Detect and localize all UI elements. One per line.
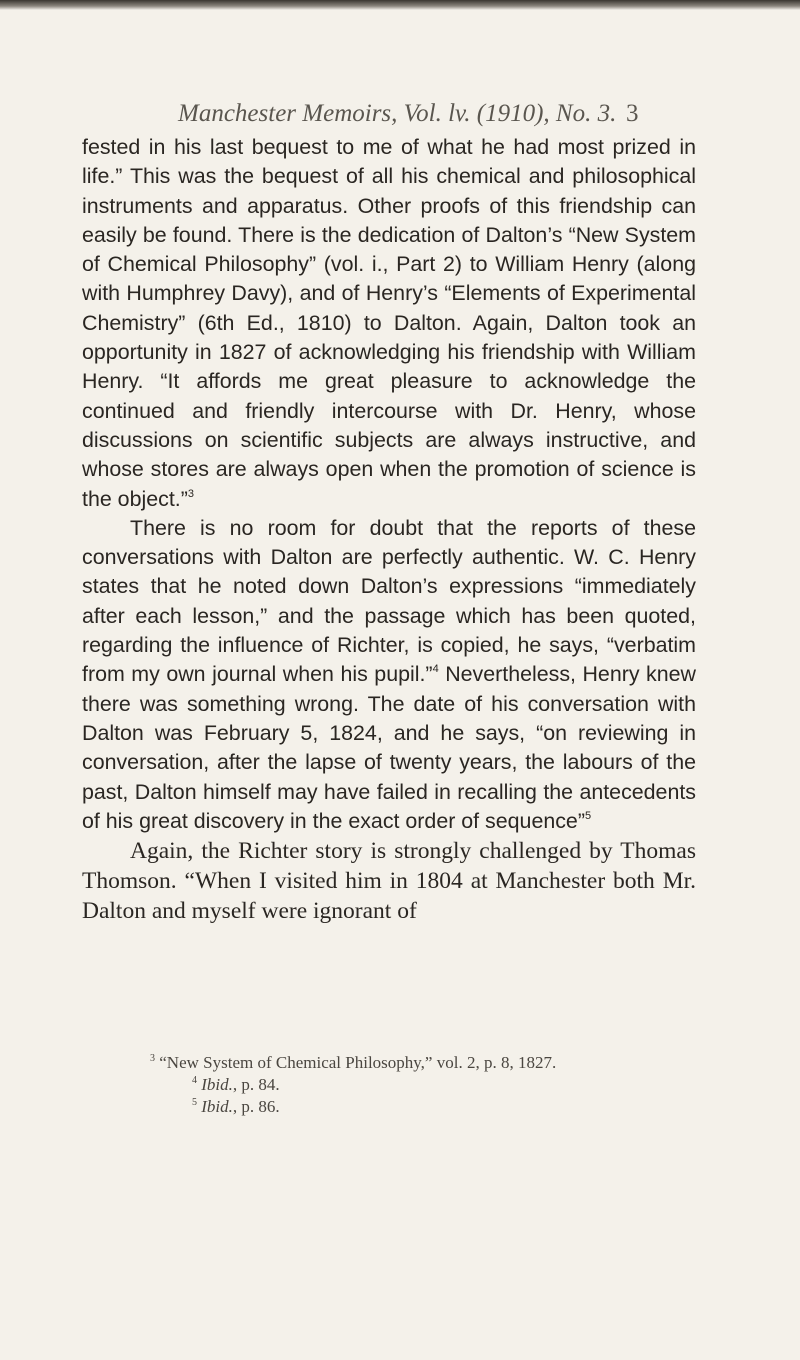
- footnote-text: , p. 84.: [232, 1075, 280, 1094]
- running-head-title: Manchester Memoirs, Vol. lv. (1910), No. 3.: [178, 100, 617, 127]
- footnote-ref-5: 5: [584, 809, 592, 822]
- footnote-text: “New System of Chemical Philosophy,” vol. 2, p. 8, 1827.: [159, 1053, 557, 1072]
- body-text: [82, 133, 696, 926]
- footnote-mark: 4: [192, 1075, 197, 1086]
- page-number: 3: [626, 100, 639, 127]
- footnote-mark: 5: [192, 1097, 197, 1108]
- footnote-ref: Ibid.: [201, 1075, 233, 1094]
- paragraph-2-text: There is no room for doubt that the reports of these conversations with Dalton are perfectly authentic. W. C. Henry states that he noted down Dalton’s expressions “immediately after each lesson,” and the passage which has been quoted, regarding the influence of Richter, is copied, he says, “verbatim from my own journal when his pupil.”: [82, 515, 696, 687]
- paragraph-2-text-after: Nevertheless, Henry knew there was something wrong. The date of his conversation with Dalton was February 5, 1824, and he says, “on reviewing in conversation, after the lapse of twenty years, the labours of the past, Dalton himself may have failed in recalling the antecedents of his great discovery in the exact order of sequence”: [82, 662, 696, 833]
- paragraph-3: [82, 836, 696, 926]
- footnote-3: [150, 1052, 710, 1074]
- paragraph-1-text: fested in his last bequest to me of what he had most prized in life.” This was the bequest of all his chemical and philosophical instruments and apparatus. Other proofs of this friendship can easily be found. There is the dedication of Dalton’s “New System of Chemical Philosophy” (vol. i., Part 2) to William Henry (along with Humphrey Davy), and of Henry’s “Elements of Experimental Chemistry” (6th Ed., 1810) to Dalton. Again, Dalton took an opportunity in 1827 of acknowledging his friendship with William Henry. “It affords me great pleasure to acknowledge the continued and friendly intercourse with Dr. Henry, whose discussions on scientific subjects are always instructive, and whose stores are always open when the promotion of science is the object.”: [82, 135, 696, 511]
- footnote-4: [150, 1074, 710, 1096]
- paragraph-1: [82, 133, 696, 514]
- footnotes: [150, 1052, 710, 1118]
- page-top-edge: [0, 0, 800, 10]
- footnote-ref-3: 3: [187, 487, 194, 500]
- footnote-ref-4: 4: [432, 663, 439, 676]
- paragraph-2: [82, 514, 696, 836]
- footnote-mark: 3: [150, 1053, 155, 1064]
- footnote-ref: Ibid.: [201, 1097, 233, 1116]
- paragraph-3-text: Again, the Richter story is strongly challenged by Thomas Thomson. “When I visited him in 1804 at Manchester both Mr. Dalton and myself were ignorant of: [82, 838, 696, 925]
- footnote-5: [150, 1096, 710, 1118]
- footnote-text: , p. 86.: [232, 1097, 280, 1116]
